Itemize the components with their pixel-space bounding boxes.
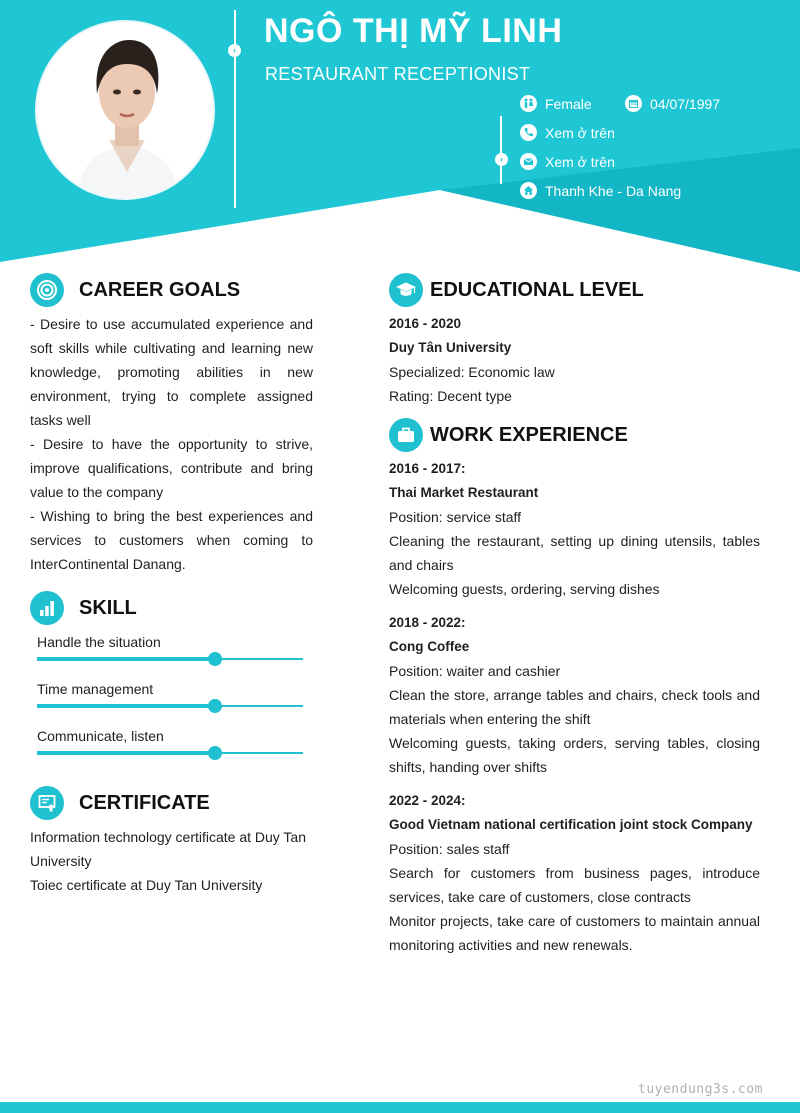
certificate-title: CERTIFICATE [79, 791, 210, 814]
birthday-info [625, 95, 720, 112]
home-icon [520, 182, 537, 199]
education-heading [389, 273, 644, 307]
job-duty: Welcoming guests, ordering, serving dishes [389, 581, 660, 597]
job-company: Thai Market Restaurant [389, 485, 539, 500]
profile-photo [35, 20, 215, 200]
skill-heading [30, 591, 137, 625]
job-duty: Welcoming guests, taking orders, serving tables, closing shifts, handing over shifts [389, 735, 760, 775]
email-info [520, 153, 615, 170]
full-name: NGÔ THỊ MỸ LINH [264, 12, 563, 50]
career-goal-item: - Desire to use accumulated experience and soft skills while cultivating and learning new knowledge, promoting abilities in new environment, trying to complete assigned tasks well [30, 316, 313, 428]
watermark: tuyendung3s.com [638, 1082, 763, 1097]
job-position: Position: sales staff [389, 841, 510, 857]
job-duty: Cleaning the restaurant, setting up dining utensils, tables and chairs [389, 533, 760, 573]
skill-bar-knob [208, 699, 222, 713]
gender-value: Female [545, 95, 592, 112]
job-period: 2018 - 2022: [389, 615, 466, 630]
job-duty: Search for customers from business pages, introduce services, take care of customers, close contracts [389, 865, 760, 905]
job-company: Cong Coffee [389, 639, 470, 654]
skill-bar-knob [208, 746, 222, 760]
skill-title: SKILL [79, 596, 137, 619]
certificate-item: Toiec certificate at Duy Tan University [30, 877, 263, 893]
footer-bar [0, 1102, 800, 1113]
skill-item [37, 632, 303, 660]
career-goal-item: - Wishing to bring the best experiences and services to customers when coming to InterContinental Danang. [30, 508, 313, 572]
chevron-right-icon: › [495, 153, 508, 166]
certificate-item: Information technology certificate at Duy Tan University [30, 829, 307, 869]
education-title: EDUCATIONAL LEVEL [430, 278, 644, 301]
career-goals-title: CAREER GOALS [79, 278, 241, 301]
header-divider-line [234, 10, 236, 208]
work-details [389, 457, 760, 957]
skill-bar [37, 658, 303, 660]
phone-icon [520, 124, 537, 141]
chevron-right-icon: › [228, 44, 241, 57]
skill-label: Time management [37, 681, 154, 697]
job-position: Position: service staff [389, 509, 522, 525]
gender-info [520, 95, 592, 112]
email-icon [520, 153, 537, 170]
education-period: 2016 - 2020 [389, 316, 462, 331]
birthday-value: 04/07/1997 [650, 95, 721, 112]
education-specialized: Specialized: Economic law [389, 364, 555, 380]
work-heading [389, 418, 628, 452]
phone-value: Xem ở trên [545, 124, 615, 141]
gender-icon [520, 95, 537, 112]
education-details [389, 312, 760, 408]
work-title: WORK EXPERIENCE [430, 423, 628, 446]
education-school: Duy Tân University [389, 340, 512, 355]
skill-bar [37, 752, 303, 754]
address-info [520, 182, 681, 199]
certificate-icon [30, 786, 64, 820]
job-title: RESTAURANT RECEPTIONIST [265, 64, 531, 84]
skill-bar-fill [37, 751, 215, 755]
job-period: 2016 - 2017: [389, 461, 466, 476]
skill-bar-fill [37, 704, 215, 708]
address-value: Thanh Khe - Da Nang [545, 182, 682, 199]
skill-label: Handle the situation [37, 634, 161, 650]
bar-chart-icon [30, 591, 64, 625]
email-value: Xem ở trên [545, 153, 615, 170]
job-duty: Monitor projects, take care of customers to maintain annual monitoring activities and new renewals. [389, 913, 760, 953]
job-company: Good Vietnam national certification joint stock Company [389, 817, 753, 832]
phone-info [520, 124, 615, 141]
education-rating: Rating: Decent type [389, 388, 512, 404]
skill-label: Communicate, listen [37, 728, 164, 744]
career-goals-heading [30, 273, 240, 307]
job-position: Position: waiter and cashier [389, 663, 561, 679]
job-entry [389, 611, 760, 779]
skill-bar [37, 705, 303, 707]
job-entry [389, 789, 760, 957]
skill-bar-knob [208, 652, 222, 666]
certificate-heading [30, 786, 210, 820]
job-duty: Clean the store, arrange tables and chairs, check tools and materials when entering the shift [389, 687, 760, 727]
job-entry [389, 457, 760, 601]
graduation-cap-icon [389, 273, 423, 307]
career-goal-item: - Desire to have the opportunity to strive, improve qualifications, contribute and bring value to the company [30, 436, 313, 500]
skill-item [37, 726, 303, 754]
skill-item [37, 679, 303, 707]
contact-divider-line [500, 116, 502, 184]
job-period: 2022 - 2024: [389, 793, 466, 808]
career-goals-text [30, 312, 313, 576]
certificate-list [30, 825, 320, 897]
skill-bar-fill [37, 657, 215, 661]
briefcase-icon [389, 418, 423, 452]
target-icon [30, 273, 64, 307]
calendar-icon [625, 95, 642, 112]
